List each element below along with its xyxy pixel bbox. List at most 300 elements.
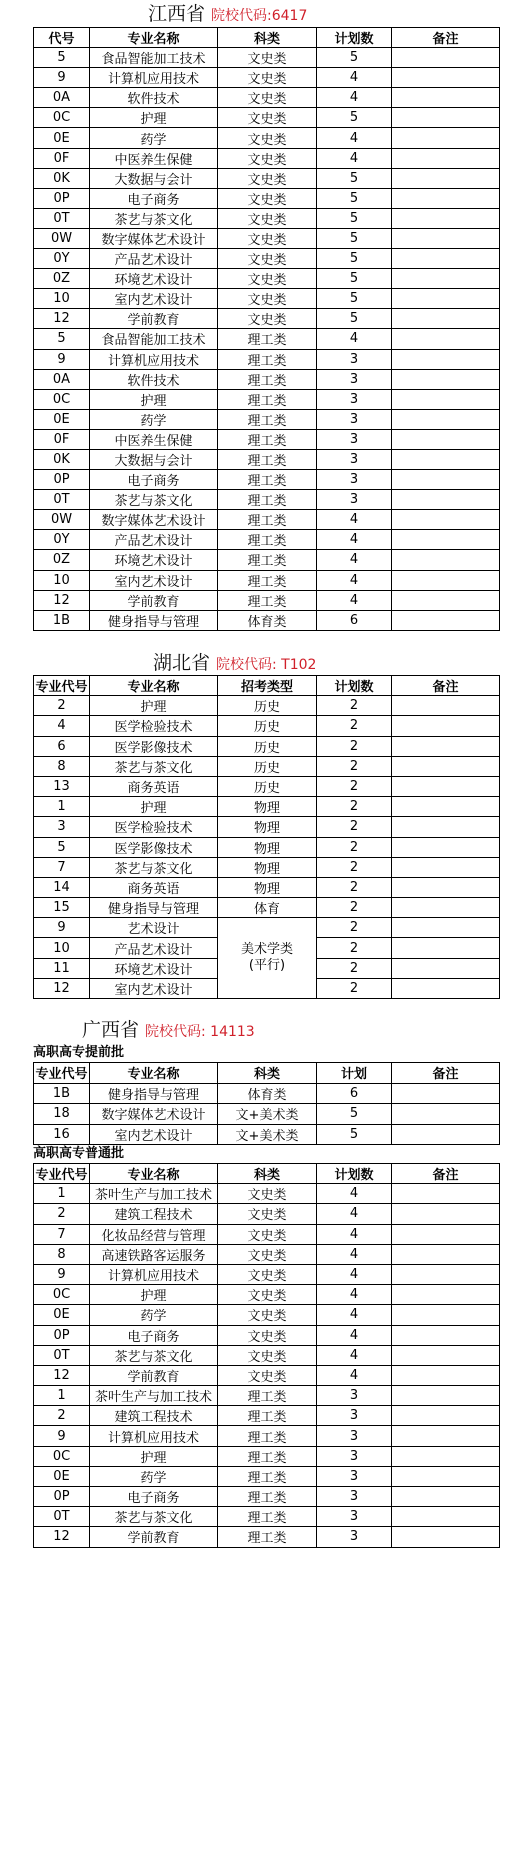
remark-cell — [392, 228, 500, 248]
category-cell: 体育类 — [218, 1083, 317, 1104]
remark-cell — [392, 429, 500, 449]
table-row — [34, 208, 500, 228]
code-cell: 0P — [34, 188, 90, 208]
major-cell: 茶叶生产与加工技术 — [90, 1386, 218, 1406]
category-cell: 文史类 — [218, 249, 317, 269]
column-header: 专业代号 — [34, 1063, 90, 1084]
code-cell: 9 — [34, 1426, 90, 1446]
table-row — [34, 590, 500, 610]
table-row — [34, 128, 500, 148]
remark-cell — [392, 776, 500, 796]
code-cell: 0C — [34, 389, 90, 409]
remark-cell — [392, 797, 500, 817]
plan-cell: 5 — [317, 249, 392, 269]
code-cell: 12 — [34, 978, 90, 998]
category-cell: 理工类 — [218, 409, 317, 429]
plan-cell: 2 — [317, 918, 392, 938]
table-row — [34, 1184, 500, 1204]
code-cell: 0E — [34, 1466, 90, 1486]
code-cell: 0Y — [34, 249, 90, 269]
code-cell: 0C — [34, 1285, 90, 1305]
category-cell: 文史类 — [218, 289, 317, 309]
table-row — [34, 1244, 500, 1264]
major-cell: 电子商务 — [90, 470, 218, 490]
plan-cell: 4 — [317, 1305, 392, 1325]
plan-cell: 4 — [317, 1224, 392, 1244]
plan-cell: 5 — [317, 208, 392, 228]
remark-cell — [392, 349, 500, 369]
table-row — [34, 797, 500, 817]
code-cell: 0T — [34, 1507, 90, 1527]
remark-cell — [392, 1406, 500, 1426]
plan-cell: 6 — [317, 1083, 392, 1104]
table-row — [34, 309, 500, 329]
table-row — [34, 736, 500, 756]
column-header: 备注 — [392, 1063, 500, 1084]
category-cell: 物理 — [218, 817, 317, 837]
table-row — [34, 1426, 500, 1446]
major-cell: 数字媒体艺术设计 — [90, 510, 218, 530]
plan-cell: 5 — [317, 228, 392, 248]
category-cell: 理工类 — [218, 590, 317, 610]
category-cell: 理工类 — [218, 1406, 317, 1426]
column-header: 专业代号 — [34, 676, 90, 696]
table-row — [34, 249, 500, 269]
code-cell: 0T — [34, 1345, 90, 1365]
category-cell: 物理 — [218, 797, 317, 817]
table-row — [34, 269, 500, 289]
major-cell: 护理 — [90, 797, 218, 817]
hubei-province: 湖北省 — [153, 652, 211, 674]
category-cell: 体育类 — [218, 610, 317, 630]
category-cell: 文史类 — [218, 1365, 317, 1385]
code-cell: 8 — [34, 756, 90, 776]
category-cell: 理工类 — [218, 1487, 317, 1507]
remark-cell — [392, 510, 500, 530]
plan-cell: 5 — [317, 309, 392, 329]
table-row — [34, 168, 500, 188]
category-cell: 物理 — [218, 877, 317, 897]
table-row — [34, 1224, 500, 1244]
column-header: 专业代号 — [34, 1164, 90, 1184]
major-cell: 电子商务 — [90, 188, 218, 208]
major-cell: 医学检验技术 — [90, 716, 218, 736]
category-cell: 文+美术类 — [218, 1104, 317, 1125]
category-cell: 文史类 — [218, 1325, 317, 1345]
major-cell: 药学 — [90, 1466, 218, 1486]
remark-cell — [392, 837, 500, 857]
plan-cell: 2 — [317, 716, 392, 736]
major-cell: 健身指导与管理 — [90, 610, 218, 630]
code-cell: 3 — [34, 817, 90, 837]
table-row — [34, 1083, 500, 1104]
category-cell: 理工类 — [218, 349, 317, 369]
major-cell: 室内艺术设计 — [90, 570, 218, 590]
major-cell: 学前教育 — [90, 590, 218, 610]
header-row — [34, 1164, 500, 1184]
major-cell: 产品艺术设计 — [90, 530, 218, 550]
code-cell: 0P — [34, 1325, 90, 1345]
major-cell: 产品艺术设计 — [90, 938, 218, 958]
major-cell: 软件技术 — [90, 88, 218, 108]
code-cell: 14 — [34, 877, 90, 897]
table-row — [34, 389, 500, 409]
table-row — [34, 88, 500, 108]
category-cell: 文史类 — [218, 68, 317, 88]
remark-cell — [392, 1124, 500, 1145]
category-line-1: 美术学类 — [240, 942, 293, 958]
code-cell: 0P — [34, 1487, 90, 1507]
code-cell: 0K — [34, 168, 90, 188]
table-row — [34, 1325, 500, 1345]
plan-cell: 2 — [317, 837, 392, 857]
remark-cell — [392, 188, 500, 208]
remark-cell — [392, 696, 500, 716]
code-cell: 0T — [34, 208, 90, 228]
major-cell: 健身指导与管理 — [90, 1083, 218, 1104]
code-cell: 0Z — [34, 550, 90, 570]
remark-cell — [392, 817, 500, 837]
jiangxi-table — [33, 27, 500, 631]
remark-cell — [392, 309, 500, 329]
remark-cell — [392, 1507, 500, 1527]
major-cell: 茶艺与茶文化 — [90, 857, 218, 877]
remark-cell — [392, 88, 500, 108]
code-cell: 2 — [34, 1406, 90, 1426]
table-row — [34, 776, 500, 796]
major-cell: 环境艺术设计 — [90, 269, 218, 289]
table-row — [34, 228, 500, 248]
code-cell: 12 — [34, 590, 90, 610]
table-row — [34, 188, 500, 208]
column-header: 计划数 — [317, 676, 392, 696]
major-cell: 医学影像技术 — [90, 736, 218, 756]
plan-cell: 4 — [317, 1345, 392, 1365]
plan-cell: 4 — [317, 530, 392, 550]
table-row — [34, 696, 500, 716]
code-cell: 5 — [34, 329, 90, 349]
plan-cell: 2 — [317, 776, 392, 796]
plan-cell: 4 — [317, 1204, 392, 1224]
remark-cell — [392, 1224, 500, 1244]
major-cell: 茶艺与茶文化 — [90, 1345, 218, 1365]
major-cell: 医学影像技术 — [90, 837, 218, 857]
remark-cell — [392, 208, 500, 228]
plan-cell: 4 — [317, 1285, 392, 1305]
plan-cell: 2 — [317, 898, 392, 918]
table-row — [34, 1487, 500, 1507]
major-cell: 环境艺术设计 — [90, 958, 218, 978]
category-cell: 理工类 — [218, 369, 317, 389]
table-row — [34, 409, 500, 429]
plan-cell: 3 — [317, 429, 392, 449]
major-cell: 茶艺与茶文化 — [90, 1507, 218, 1527]
category-cell: 理工类 — [218, 470, 317, 490]
major-cell: 电子商务 — [90, 1325, 218, 1345]
table-row — [34, 429, 500, 449]
remark-cell — [392, 470, 500, 490]
major-cell: 产品艺术设计 — [90, 249, 218, 269]
category-cell: 文史类 — [218, 1345, 317, 1365]
remark-cell — [392, 877, 500, 897]
category-cell: 理工类 — [218, 490, 317, 510]
column-header: 备注 — [392, 28, 500, 48]
major-cell: 数字媒体艺术设计 — [90, 228, 218, 248]
remark-cell — [392, 48, 500, 68]
code-cell: 0A — [34, 369, 90, 389]
category-cell: 理工类 — [218, 1527, 317, 1547]
column-header: 专业名称 — [90, 1164, 218, 1184]
category-cell: 文+美术类 — [218, 1124, 317, 1145]
code-cell: 16 — [34, 1124, 90, 1145]
remark-cell — [392, 1305, 500, 1325]
remark-cell — [392, 530, 500, 550]
plan-cell: 4 — [317, 1184, 392, 1204]
table-row — [34, 470, 500, 490]
category-cell: 理工类 — [218, 1507, 317, 1527]
code-cell: 0F — [34, 148, 90, 168]
column-header: 专业名称 — [90, 28, 218, 48]
major-cell: 商务英语 — [90, 776, 218, 796]
major-cell: 药学 — [90, 1305, 218, 1325]
hubei-title — [153, 652, 316, 676]
code-cell: 0C — [34, 1446, 90, 1466]
category-cell-merged — [218, 918, 317, 999]
remark-cell — [392, 490, 500, 510]
category-cell: 理工类 — [218, 1386, 317, 1406]
remark-cell — [392, 449, 500, 469]
table-row — [34, 48, 500, 68]
code-cell: 10 — [34, 938, 90, 958]
major-cell: 环境艺术设计 — [90, 550, 218, 570]
remark-cell — [392, 1184, 500, 1204]
category-cell: 文史类 — [218, 188, 317, 208]
category-line-2: (平行) — [248, 958, 286, 974]
table-row — [34, 449, 500, 469]
remark-cell — [392, 938, 500, 958]
remark-cell — [392, 978, 500, 998]
plan-cell: 3 — [317, 1487, 392, 1507]
major-cell: 护理 — [90, 389, 218, 409]
code-cell: 7 — [34, 1224, 90, 1244]
major-cell: 学前教育 — [90, 1527, 218, 1547]
header-row — [34, 1063, 500, 1084]
category-cell: 文史类 — [218, 1264, 317, 1284]
major-cell: 室内艺术设计 — [90, 289, 218, 309]
table-row — [34, 1466, 500, 1486]
table-row — [34, 837, 500, 857]
remark-cell — [392, 329, 500, 349]
remark-cell — [392, 249, 500, 269]
code-cell: 0W — [34, 228, 90, 248]
category-cell: 文史类 — [218, 88, 317, 108]
column-header: 备注 — [392, 676, 500, 696]
category-cell: 历史 — [218, 776, 317, 796]
category-cell: 文史类 — [218, 48, 317, 68]
guangxi-batch2-table — [33, 1163, 500, 1548]
table-row — [34, 918, 500, 938]
table-row — [34, 1305, 500, 1325]
code-cell: 9 — [34, 1264, 90, 1284]
plan-cell: 4 — [317, 590, 392, 610]
jiangxi-province: 江西省 — [148, 3, 206, 25]
code-cell: 0Y — [34, 530, 90, 550]
code-cell: 2 — [34, 696, 90, 716]
remark-cell — [392, 68, 500, 88]
table-row — [34, 817, 500, 837]
plan-cell: 3 — [317, 349, 392, 369]
category-cell: 理工类 — [218, 1446, 317, 1466]
plan-cell: 3 — [317, 449, 392, 469]
table-row — [34, 490, 500, 510]
code-cell: 1 — [34, 1386, 90, 1406]
major-cell: 建筑工程技术 — [90, 1406, 218, 1426]
plan-cell: 4 — [317, 1244, 392, 1264]
category-cell: 文史类 — [218, 148, 317, 168]
remark-cell — [392, 1365, 500, 1385]
code-cell: 8 — [34, 1244, 90, 1264]
major-cell: 化妆品经营与管理 — [90, 1224, 218, 1244]
column-header: 计划数 — [317, 1164, 392, 1184]
category-cell: 理工类 — [218, 550, 317, 570]
remark-cell — [392, 570, 500, 590]
major-cell: 高速铁路客运服务 — [90, 1244, 218, 1264]
major-cell: 药学 — [90, 128, 218, 148]
column-header: 代号 — [34, 28, 90, 48]
jiangxi-title — [148, 3, 307, 27]
remark-cell — [392, 1426, 500, 1446]
code-cell: 12 — [34, 1365, 90, 1385]
code-cell: 1B — [34, 610, 90, 630]
remark-cell — [392, 409, 500, 429]
code-cell: 11 — [34, 958, 90, 978]
column-header: 计划数 — [317, 28, 392, 48]
remark-cell — [392, 1104, 500, 1125]
category-cell: 文史类 — [218, 108, 317, 128]
category-cell: 文史类 — [218, 1184, 317, 1204]
category-cell: 理工类 — [218, 570, 317, 590]
code-cell: 4 — [34, 716, 90, 736]
major-cell: 艺术设计 — [90, 918, 218, 938]
code-cell: 5 — [34, 837, 90, 857]
table-row — [34, 1345, 500, 1365]
remark-cell — [392, 1083, 500, 1104]
table-row — [34, 68, 500, 88]
table-row — [34, 1264, 500, 1284]
major-cell: 建筑工程技术 — [90, 1204, 218, 1224]
code-cell: 0Z — [34, 269, 90, 289]
category-cell: 物理 — [218, 857, 317, 877]
guangxi-school-code: 院校代码: 14113 — [145, 1024, 255, 1040]
plan-cell: 4 — [317, 510, 392, 530]
category-cell: 文史类 — [218, 1244, 317, 1264]
remark-cell — [392, 128, 500, 148]
column-header: 专业名称 — [90, 676, 218, 696]
plan-cell: 3 — [317, 490, 392, 510]
plan-cell: 5 — [317, 1124, 392, 1145]
major-cell: 护理 — [90, 1285, 218, 1305]
remark-cell — [392, 389, 500, 409]
category-cell: 理工类 — [218, 530, 317, 550]
major-cell: 商务英语 — [90, 877, 218, 897]
table-row — [34, 369, 500, 389]
column-header: 招考类型 — [218, 676, 317, 696]
code-cell: 15 — [34, 898, 90, 918]
category-cell: 理工类 — [218, 510, 317, 530]
hubei-table — [33, 675, 500, 999]
major-cell: 茶艺与茶文化 — [90, 490, 218, 510]
category-cell: 文史类 — [218, 1305, 317, 1325]
guangxi-batch1-table — [33, 1062, 500, 1145]
table-row — [34, 1204, 500, 1224]
major-cell: 茶艺与茶文化 — [90, 756, 218, 776]
plan-cell: 2 — [317, 696, 392, 716]
major-cell: 室内艺术设计 — [90, 978, 218, 998]
guangxi-title — [82, 1019, 255, 1043]
category-cell: 理工类 — [218, 449, 317, 469]
major-cell: 计算机应用技术 — [90, 1426, 218, 1446]
plan-cell: 3 — [317, 1426, 392, 1446]
code-cell: 9 — [34, 68, 90, 88]
plan-cell: 5 — [317, 188, 392, 208]
category-cell: 理工类 — [218, 1426, 317, 1446]
remark-cell — [392, 1527, 500, 1547]
table-row — [34, 898, 500, 918]
plan-cell: 2 — [317, 736, 392, 756]
code-cell: 0E — [34, 1305, 90, 1325]
plan-cell: 3 — [317, 1406, 392, 1426]
plan-cell: 2 — [317, 938, 392, 958]
code-cell: 6 — [34, 736, 90, 756]
code-cell: 12 — [34, 1527, 90, 1547]
major-cell: 大数据与会计 — [90, 168, 218, 188]
major-cell: 中医养生保健 — [90, 148, 218, 168]
remark-cell — [392, 369, 500, 389]
plan-cell: 3 — [317, 1527, 392, 1547]
category-cell: 理工类 — [218, 1466, 317, 1486]
remark-cell — [392, 918, 500, 938]
guangxi-batch2-label: 高职高专普通批 — [33, 1146, 125, 1161]
plan-cell: 3 — [317, 1507, 392, 1527]
plan-cell: 4 — [317, 128, 392, 148]
hubei-school-code: 院校代码: T102 — [216, 657, 317, 673]
plan-cell: 4 — [317, 88, 392, 108]
category-cell: 文史类 — [218, 309, 317, 329]
plan-cell: 5 — [317, 48, 392, 68]
header-row — [34, 676, 500, 696]
plan-cell: 5 — [317, 269, 392, 289]
table-row — [34, 1124, 500, 1145]
code-cell: 18 — [34, 1104, 90, 1125]
major-cell: 茶叶生产与加工技术 — [90, 1184, 218, 1204]
major-cell: 电子商务 — [90, 1487, 218, 1507]
category-cell: 文史类 — [218, 208, 317, 228]
table-row — [34, 857, 500, 877]
header-row — [34, 28, 500, 48]
table-row — [34, 1104, 500, 1125]
major-cell: 护理 — [90, 108, 218, 128]
table-row — [34, 1406, 500, 1426]
code-cell: 0T — [34, 490, 90, 510]
code-cell: 0E — [34, 128, 90, 148]
plan-cell: 3 — [317, 369, 392, 389]
code-cell: 10 — [34, 289, 90, 309]
code-cell: 0W — [34, 510, 90, 530]
table-row — [34, 550, 500, 570]
major-cell: 学前教育 — [90, 309, 218, 329]
column-header: 计划 — [317, 1063, 392, 1084]
column-header: 科类 — [218, 28, 317, 48]
